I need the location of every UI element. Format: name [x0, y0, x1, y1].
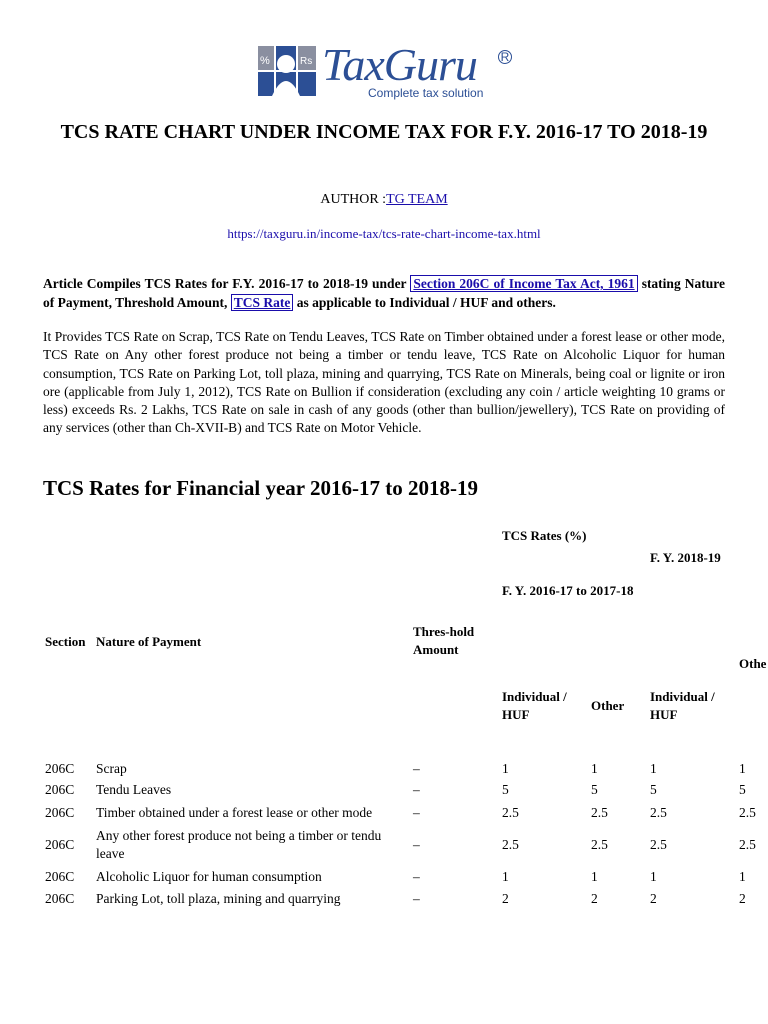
author-label: AUTHOR :: [320, 192, 387, 207]
row-4-threshold: –: [413, 837, 420, 852]
intro-paragraph: [43, 274, 725, 312]
logo-registered-mark: R: [498, 50, 512, 64]
row-3-rate-4: 2.5: [739, 805, 756, 820]
table-header-individual-2: Individual / HUF: [650, 689, 715, 722]
row-4-rate-3: 2.5: [650, 837, 667, 852]
table-header-threshold: Thres-hold Amount: [413, 624, 475, 657]
row-1-rate-2: 1: [591, 761, 598, 776]
row-6-rate-1: 2: [502, 891, 509, 906]
row-4-nature: Any other forest produce not being a timber or tendu leave: [96, 828, 382, 861]
row-2-threshold: –: [413, 782, 420, 797]
table-header-fy-2018: F. Y. 2018-19: [650, 550, 721, 565]
taxguru-logo[interactable]: [256, 40, 518, 102]
table-header-other-1: Other: [591, 698, 625, 713]
row-3-rate-3: 2.5: [650, 805, 667, 820]
article-url[interactable]: https://taxguru.in/income-tax/tcs-rate-chart-income-tax.html: [227, 226, 541, 241]
row-2-section: 206C: [45, 782, 75, 797]
row-3-threshold: –: [413, 805, 420, 820]
body-paragraph: It Provides TCS Rate on Scrap, TCS Rate on Tendu Leaves, TCS Rate on Timber obtained under a forest lease or other mode, TCS Rate on Any other forest produce not being a timber or tendu leave, TCS Rate on Alcoholic Liquor for human consumption, TCS Rate on Parking Lot, toll plaza, mining and quarrying, TCS Rate on Minerals, being coal or lignite or iron ore (applicable from July 1, 2012), TCS Rate on Bullion if consideration (excluding any coin / article weighting 10 grams or less) exceeds Rs. 2 Lakhs, TCS Rate on sale in cash of any goods (other than bullion/jewellery), TCS Rate on providing of any services (other than Ch-XVII-B) and TCS Rate on Motor Vehicle.: [43, 329, 725, 436]
row-6-rate-4: 2: [739, 891, 746, 906]
row-1-threshold: –: [413, 761, 420, 776]
section-heading: TCS Rates for Financial year 2016-17 to 2018-19: [43, 476, 478, 500]
table-group-header: TCS Rates (%): [502, 528, 587, 543]
intro-text-2: stating Nature of Payment, Threshold Amount,: [43, 276, 725, 310]
row-4-rate-1: 2.5: [502, 837, 519, 852]
row-5-rate-3: 1: [650, 869, 657, 884]
taxguru-logo-icon: [256, 44, 318, 98]
row-2-rate-1: 5: [502, 782, 509, 797]
row-4-rate-4: 2.5: [739, 837, 756, 852]
logo-brand-text: TaxGuru: [322, 39, 477, 90]
table-header-fy-2016: F. Y. 2016-17 to 2017-18: [502, 583, 634, 598]
svg-text:%: %: [260, 55, 270, 67]
row-5-rate-2: 1: [591, 869, 598, 884]
row-5-section: 206C: [45, 869, 75, 884]
row-1-rate-3: 1: [650, 761, 657, 776]
table-header-nature: Nature of Payment: [96, 634, 202, 649]
row-5-nature: Alcoholic Liquor for human consumption: [96, 869, 322, 884]
row-1-nature: Scrap: [96, 761, 127, 776]
intro-text-3: as applicable to Individual / HUF and others.: [293, 295, 556, 310]
row-5-threshold: –: [413, 869, 420, 884]
row-1-rate-1: 1: [502, 761, 509, 776]
table-header-section: Section: [45, 634, 86, 649]
intro-text-1: Article Compiles TCS Rates for F.Y. 2016-17 to 2018-19 under: [43, 276, 411, 291]
row-6-section: 206C: [45, 891, 75, 906]
row-6-rate-3: 2: [650, 891, 657, 906]
row-4-rate-2: 2.5: [591, 837, 608, 852]
row-4-section: 206C: [45, 837, 75, 852]
row-2-rate-3: 5: [650, 782, 657, 797]
row-3-rate-1: 2.5: [502, 805, 519, 820]
row-3-rate-2: 2.5: [591, 805, 608, 820]
svg-text:Rs: Rs: [300, 56, 313, 67]
table-header-individual-1: Individual / HUF: [502, 689, 567, 722]
row-2-rate-4: 5: [739, 782, 746, 797]
row-1-rate-4: 1: [739, 761, 746, 776]
row-6-threshold: –: [413, 891, 420, 906]
logo-tagline: Complete tax solution: [368, 86, 484, 100]
row-1-section: 206C: [45, 761, 75, 776]
tcs-rate-link[interactable]: TCS Rate: [231, 294, 294, 311]
section-206c-link[interactable]: Section 206C of Income Tax Act, 1961: [410, 275, 637, 292]
row-6-rate-2: 2: [591, 891, 598, 906]
row-3-section: 206C: [45, 805, 75, 820]
author-link[interactable]: TG TEAM: [386, 192, 448, 207]
row-5-rate-1: 1: [502, 869, 509, 884]
page-title: TCS RATE CHART UNDER INCOME TAX FOR F.Y. 2016-17 TO 2018-19: [60, 121, 708, 143]
row-3-nature: Timber obtained under a forest lease or other mode: [96, 805, 373, 820]
row-2-nature: Tendu Leaves: [96, 782, 172, 797]
row-5-rate-4: 1: [739, 869, 746, 884]
row-6-nature: Parking Lot, toll plaza, mining and quarrying: [96, 891, 341, 906]
row-2-rate-2: 5: [591, 782, 598, 797]
author-line: [0, 192, 768, 208]
table-header-other-cut: Othe: [739, 656, 767, 671]
